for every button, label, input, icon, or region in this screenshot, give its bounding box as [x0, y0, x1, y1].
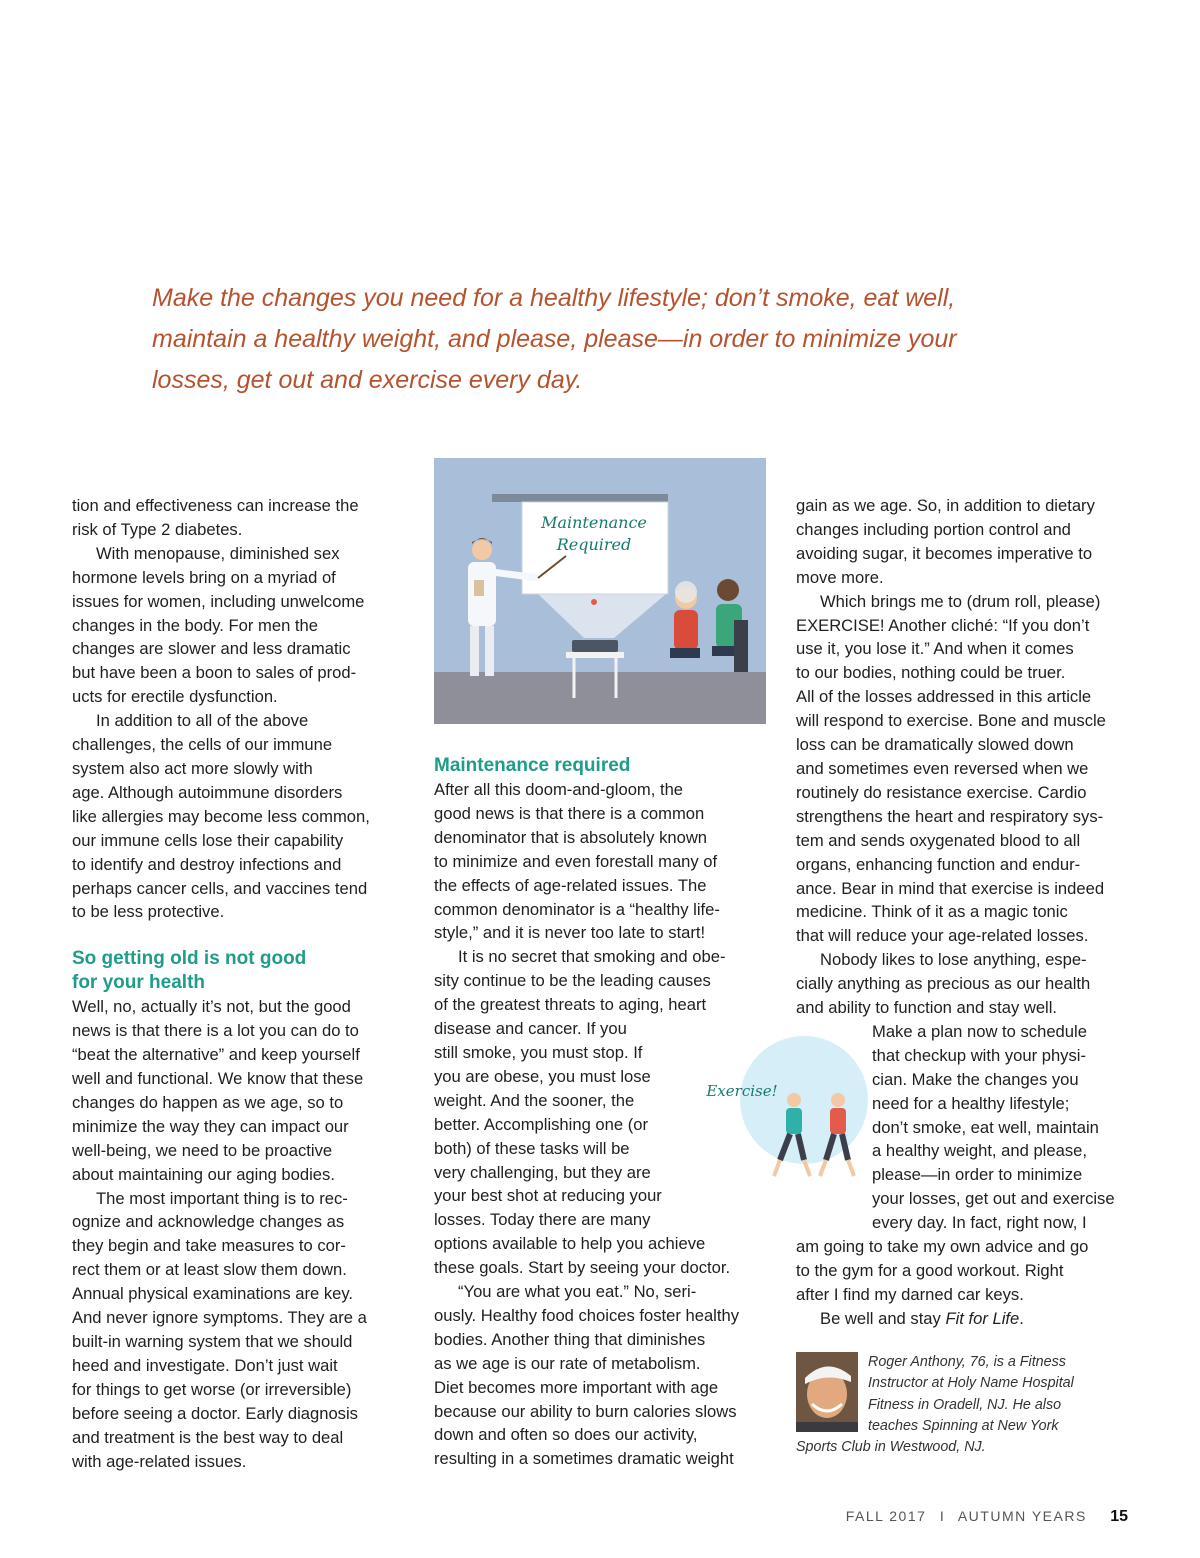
- text-line: Nobody likes to lose anything, espe-: [820, 950, 1087, 970]
- text-line: ously. Healthy food choices foster healthy: [434, 1305, 739, 1325]
- text-line: before seeing a doctor. Early diagnosis: [72, 1403, 358, 1423]
- text-line: “beat the alternative” and keep yourself: [72, 1045, 360, 1065]
- text-line: of the greatest threats to aging, heart: [434, 995, 707, 1015]
- text-line: that checkup with your physi-: [872, 1045, 1086, 1065]
- text-line: heed and investigate. Don’t just wait: [72, 1355, 338, 1375]
- bio-line: Fitness in Oradell, NJ. He also: [868, 1396, 1062, 1413]
- pull-quote: [152, 278, 1032, 401]
- pull-quote-line: maintain a healthy weight, and please, please—in order to minimize your: [152, 325, 957, 353]
- text-line: disease and cancer. If you: [434, 1019, 627, 1039]
- text-line: a healthy weight, and please,: [872, 1141, 1087, 1161]
- text-line: that will reduce your age-related losses.: [796, 926, 1089, 946]
- paragraph: [72, 494, 412, 542]
- text-line: use it, you lose it.” And when it comes: [796, 639, 1074, 659]
- text-line: because our ability to burn calories slows: [434, 1401, 737, 1421]
- text-line: Annual physical examinations are key.: [72, 1284, 354, 1304]
- paragraph: [796, 494, 1136, 590]
- text-line: After all this doom-and-gloom, the: [434, 780, 684, 799]
- text-line: news is that there is a lot you can do to: [72, 1021, 359, 1041]
- footer-issue: FALL 2017: [845, 1508, 927, 1524]
- text-line: Well, no, actually it’s not, but the good: [72, 997, 351, 1017]
- pull-quote-line: Make the changes you need for a healthy lifestyle; don’t smoke, eat well,: [152, 284, 956, 312]
- text-line: well-being, we need to be proactive: [72, 1140, 333, 1160]
- paragraph: [434, 778, 774, 945]
- text-line: avoiding sugar, it becomes imperative to: [796, 543, 1093, 563]
- text-line: medicine. Think of it as a magic tonic: [796, 902, 1068, 922]
- text-line: “You are what you eat.” No, seri-: [458, 1282, 697, 1302]
- text-line: sity continue to be the leading causes: [434, 971, 711, 991]
- text-line: Make a plan now to schedule: [872, 1021, 1087, 1041]
- text-line: to be less protective.: [72, 902, 225, 922]
- paragraph: [796, 590, 1136, 949]
- text-line: well and functional. We know that these: [72, 1069, 364, 1089]
- text-line: changes in the body. For men the: [72, 615, 318, 635]
- bio-line: Roger Anthony, 76, is a Fitness: [868, 1354, 1066, 1370]
- text-line: age. Although autoimmune disorders: [72, 782, 343, 802]
- section-heading-line: Maintenance required: [434, 755, 631, 776]
- text-line: The most important thing is to rec-: [96, 1188, 348, 1208]
- text-line: will respond to exercise. Bone and muscle: [796, 711, 1106, 731]
- page-number: 15: [1110, 1508, 1128, 1525]
- text-line: and ability to function and stay well.: [796, 998, 1058, 1018]
- text-line: need for a healthy lifestyle;: [872, 1093, 1070, 1113]
- page-footer: [846, 1508, 1128, 1526]
- author-bio: [796, 1352, 1126, 1458]
- text-line: Diet becomes more important with age: [434, 1377, 719, 1397]
- text-line: your best shot at reducing your: [434, 1186, 662, 1206]
- text-line: please—in order to minimize: [872, 1165, 1083, 1185]
- closing-prefix: Be well and stay: [820, 1308, 946, 1328]
- text-line: don’t smoke, eat well, maintain: [872, 1117, 1099, 1137]
- text-line: they begin and take measures to cor-: [72, 1236, 346, 1256]
- text-line: minimize the way they can impact our: [72, 1116, 349, 1136]
- text-line: EXERCISE! Another cliché: “If you don’t: [796, 615, 1090, 635]
- text-line: common denominator is a “healthy life-: [434, 899, 720, 919]
- board-text-line: Maintenance: [541, 513, 647, 532]
- text-line: both) of these tasks will be: [434, 1138, 630, 1158]
- closing-suffix: .: [1019, 1308, 1024, 1328]
- text-line: system also act more slowly with: [72, 758, 313, 778]
- text-line: but have been a boon to sales of prod-: [72, 663, 357, 683]
- text-line: to minimize and even forestall many of: [434, 851, 718, 871]
- article-column-1: [72, 494, 412, 1473]
- text-line: good news is that there is a common: [434, 803, 705, 823]
- paragraph: [72, 542, 412, 709]
- exercise-label: Exercise!: [706, 1082, 778, 1100]
- text-line: very challenging, but they are: [434, 1162, 651, 1182]
- footer-separator: I: [939, 1508, 946, 1524]
- text-line: gain as we age. So, in addition to dietary: [796, 496, 1095, 515]
- paragraph: [72, 709, 412, 924]
- board-text-line: Required: [556, 535, 632, 554]
- text-line: loss can be dramatically slowed down: [796, 735, 1074, 755]
- bio-line: Instructor at Holy Name Hospital: [868, 1375, 1074, 1392]
- bio-line: teaches Spinning at New York: [868, 1417, 1059, 1434]
- text-line: organs, enhancing function and endur-: [796, 854, 1081, 874]
- text-line: changes are slower and less dramatic: [72, 639, 351, 659]
- text-line: changes do happen as we age, so to: [72, 1092, 344, 1112]
- maintenance-illustration: [434, 458, 766, 724]
- closing-italic: Fit for Life: [945, 1308, 1020, 1328]
- text-line: tem and sends oxygenated blood to all: [796, 830, 1081, 850]
- pull-quote-line: losses, get out and exercise every day.: [152, 366, 583, 394]
- paragraph: [72, 1187, 412, 1474]
- text-line: ucts for erectile dysfunction.: [72, 687, 278, 707]
- text-line: changes including portion control and: [796, 519, 1071, 539]
- text-line: rect them or at least slow them down.: [72, 1260, 347, 1280]
- text-line: you are obese, you must lose: [434, 1066, 651, 1086]
- bio-line: Sports Club in Westwood, NJ.: [796, 1439, 986, 1456]
- section-heading: [434, 754, 774, 778]
- text-line: and treatment is the best way to deal: [72, 1427, 344, 1447]
- text-line: perhaps cancer cells, and vaccines tend: [72, 878, 368, 898]
- text-line: losses. Today there are many: [434, 1210, 651, 1230]
- text-line: with age-related issues.: [72, 1451, 247, 1471]
- text-line: hormone levels bring on a myriad of: [72, 567, 336, 587]
- text-line: style,” and it is never too late to start!: [434, 923, 706, 943]
- text-line: denominator that is absolutely known: [434, 827, 708, 847]
- paragraph: [434, 1280, 774, 1471]
- text-line: after I find my darned car keys.: [796, 1284, 1024, 1304]
- text-line: All of the losses addressed in this article: [796, 687, 1092, 707]
- text-line: still smoke, you must stop. If: [434, 1042, 643, 1062]
- paragraph: [796, 1020, 1136, 1235]
- text-line: every day. In fact, right now, I: [872, 1213, 1087, 1233]
- text-line: And never ignore symptoms. They are a: [72, 1308, 367, 1328]
- text-line: Which brings me to (drum roll, please): [820, 591, 1101, 611]
- text-line: built-in warning system that we should: [72, 1332, 353, 1351]
- presentation-scene: [434, 458, 766, 724]
- text-line: for things to get worse (or irreversible): [72, 1379, 352, 1399]
- section-heading-line: So getting old is not good: [72, 948, 307, 970]
- section-heading-line: for your health: [72, 972, 206, 994]
- text-line: issues for women, including unwelcome: [72, 591, 365, 611]
- text-line: to our bodies, nothing could be truer.: [796, 663, 1066, 683]
- text-line: our immune cells lose their capability: [72, 830, 344, 850]
- text-line: and sometimes even reversed when we: [796, 758, 1089, 778]
- text-line: cially anything as precious as our health: [796, 974, 1091, 994]
- text-line: It is no secret that smoking and obe-: [458, 947, 726, 967]
- paragraph: [72, 995, 412, 1186]
- text-line: ognize and acknowledge changes as: [72, 1212, 345, 1232]
- text-line: the effects of age-related issues. The: [434, 875, 707, 895]
- text-line: about maintaining our aging bodies.: [72, 1164, 335, 1184]
- text-line: challenges, the cells of our immune: [72, 735, 333, 755]
- text-line: these goals. Start by seeing your doctor.: [434, 1258, 731, 1278]
- text-line: to identify and destroy infections and: [72, 854, 342, 874]
- text-line: With menopause, diminished sex: [96, 543, 340, 563]
- section-heading: [72, 947, 412, 995]
- text-line: ance. Bear in mind that exercise is indeed: [796, 878, 1105, 898]
- text-line: strengthens the heart and respiratory sys-: [796, 806, 1104, 826]
- footer-magazine: AUTUMN YEARS: [957, 1508, 1087, 1524]
- text-line: am going to take my own advice and go: [796, 1237, 1089, 1257]
- text-line: tion and effectiveness can increase the: [72, 496, 359, 515]
- text-line: resulting in a sometimes dramatic weight: [434, 1449, 734, 1469]
- text-line: as we age is our rate of metabolism.: [434, 1353, 701, 1373]
- text-line: move more.: [796, 567, 884, 587]
- text-line: In addition to all of the above: [96, 711, 309, 731]
- text-line: like allergies may become less common,: [72, 806, 370, 826]
- text-line: down and often so does our activity,: [434, 1425, 698, 1445]
- paragraph: [796, 1235, 1136, 1307]
- paragraph: [796, 948, 1136, 1020]
- text-line: options available to help you achieve: [434, 1234, 706, 1254]
- closing-line: [796, 1307, 1136, 1331]
- article-column-3: [796, 494, 1136, 1331]
- text-line: to the gym for a good workout. Right: [796, 1261, 1064, 1280]
- text-line: cian. Make the changes you: [872, 1069, 1079, 1089]
- text-line: better. Accomplishing one (or: [434, 1114, 648, 1134]
- text-line: your losses, get out and exercise: [872, 1189, 1115, 1209]
- text-line: bodies. Another thing that diminishes: [434, 1329, 706, 1349]
- text-line: weight. And the sooner, the: [434, 1090, 635, 1110]
- text-line: risk of Type 2 diabetes.: [72, 519, 243, 539]
- text-line: routinely do resistance exercise. Cardio: [796, 782, 1087, 802]
